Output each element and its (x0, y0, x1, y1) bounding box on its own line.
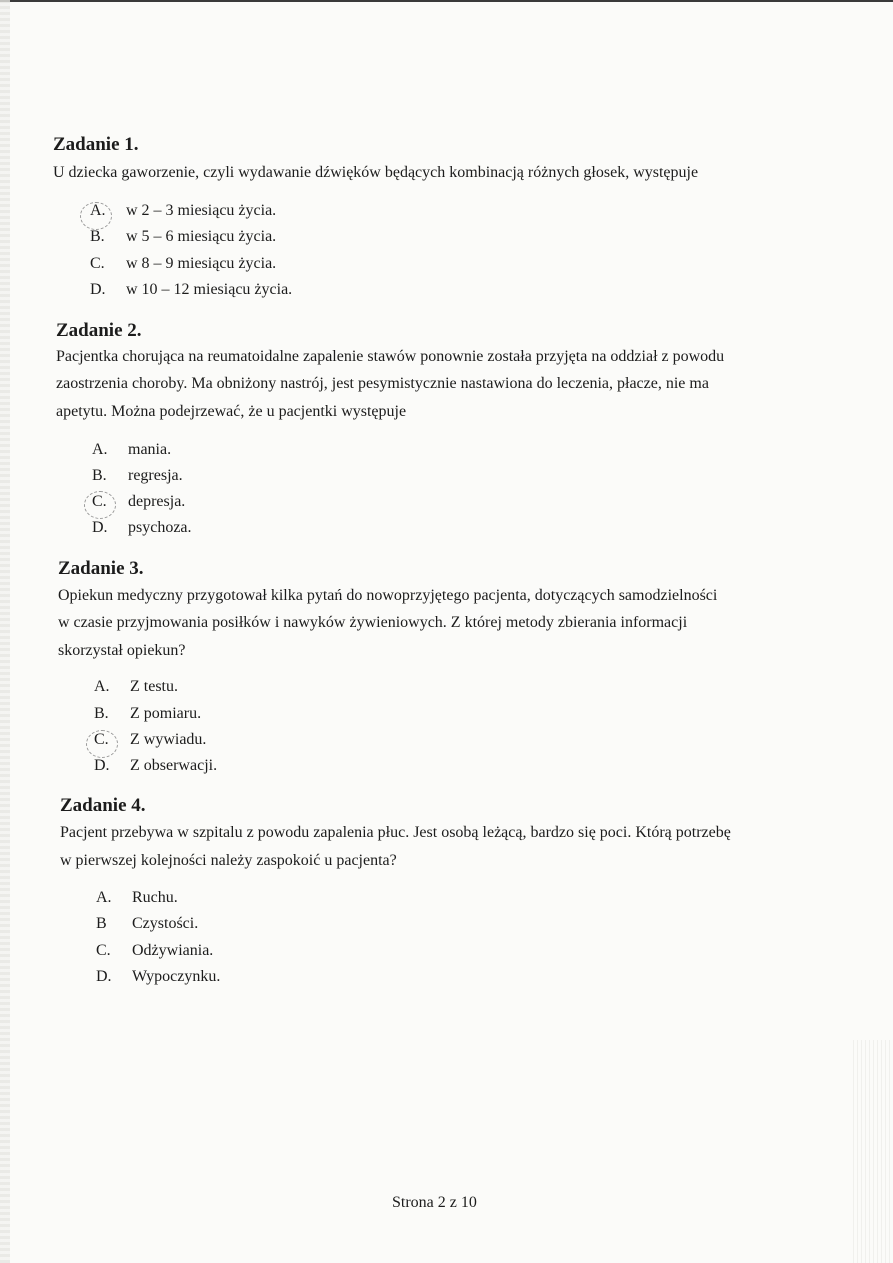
option-letter: A. (94, 678, 110, 695)
option-letter: B. (90, 228, 105, 245)
option-letter: A. (96, 889, 112, 906)
option-letter: C. (92, 493, 107, 510)
task-2-title: Zadanie 2. (56, 320, 142, 341)
option-letter: D. (90, 281, 106, 298)
option-letter: C. (90, 255, 105, 272)
option-text: mania. (128, 441, 172, 458)
task-3-title: Zadanie 3. (58, 558, 144, 579)
task-4-question-line: Pacjent przebywa w szpitalu z powodu zapalenia płuc. Jest osobą leżącą, bardzo się poci. Którą potrzebę (60, 824, 731, 841)
task-3-question-line: Opiekun medyczny przygotował kilka pytań do nowoprzyjętego pacjenta, dotyczących samodzielności (58, 587, 718, 604)
task-3-question-line: w czasie przyjmowania posiłków i nawyków żywieniowych. Z której metody zbierania informacji (58, 614, 688, 631)
option-letter: B (96, 915, 107, 932)
scan-edge-left (0, 0, 10, 1263)
scan-edge-right (853, 1040, 893, 1263)
option-letter: A. (90, 202, 106, 219)
option-text: w 10 – 12 miesiącu życia. (126, 281, 293, 298)
option-text: depresja. (128, 493, 186, 510)
option-letter: B. (94, 705, 109, 722)
option-letter: C. (96, 942, 111, 959)
option-letter: D. (92, 519, 108, 536)
task-2-question-line: Pacjentka chorująca na reumatoidalne zapalenie stawów ponownie została przyjęta na oddział z powodu (56, 348, 725, 365)
option-text: regresja. (128, 467, 183, 484)
option-letter: D. (96, 968, 112, 985)
option-text: w 5 – 6 miesiącu życia. (126, 228, 277, 245)
option-text: Z pomiaru. (130, 705, 202, 722)
task-4-title: Zadanie 4. (60, 795, 146, 816)
scan-edge-top (0, 0, 893, 6)
option-text: w 8 – 9 miesiącu życia. (126, 255, 277, 272)
option-letter: A. (92, 441, 108, 458)
option-text: Z obserwacji. (130, 757, 218, 774)
option-text: w 2 – 3 miesiącu życia. (126, 202, 277, 219)
page-number: Strona 2 z 10 (392, 1194, 477, 1211)
task-2-question-line: zaostrzenia choroby. Ma obniżony nastrój, jest pesymistycznie nastawiona do leczenia, płacze, nie ma (56, 375, 709, 392)
task-2-question-line: apetytu. Można podejrzewać, że u pacjentki występuje (56, 403, 407, 420)
option-letter: B. (92, 467, 107, 484)
task-1-title: Zadanie 1. (53, 134, 139, 155)
option-text: psychoza. (128, 519, 192, 536)
option-text: Z testu. (130, 678, 178, 695)
option-text: Z wywiadu. (130, 731, 207, 748)
task-4-question-line: w pierwszej kolejności należy zaspokoić u pacjenta? (60, 852, 397, 869)
option-letter: C. (94, 731, 109, 748)
option-text: Ruchu. (132, 889, 178, 906)
task-3-question-line: skorzystał opiekun? (58, 642, 186, 659)
option-text: Odżywiania. (132, 942, 214, 959)
option-text: Czystości. (132, 915, 199, 932)
option-text: Wypoczynku. (132, 968, 221, 985)
option-letter: D. (94, 757, 110, 774)
task-1-question-line: U dziecka gaworzenie, czyli wydawanie dźwięków będących kombinacją różnych głosek, występuje (53, 164, 699, 181)
